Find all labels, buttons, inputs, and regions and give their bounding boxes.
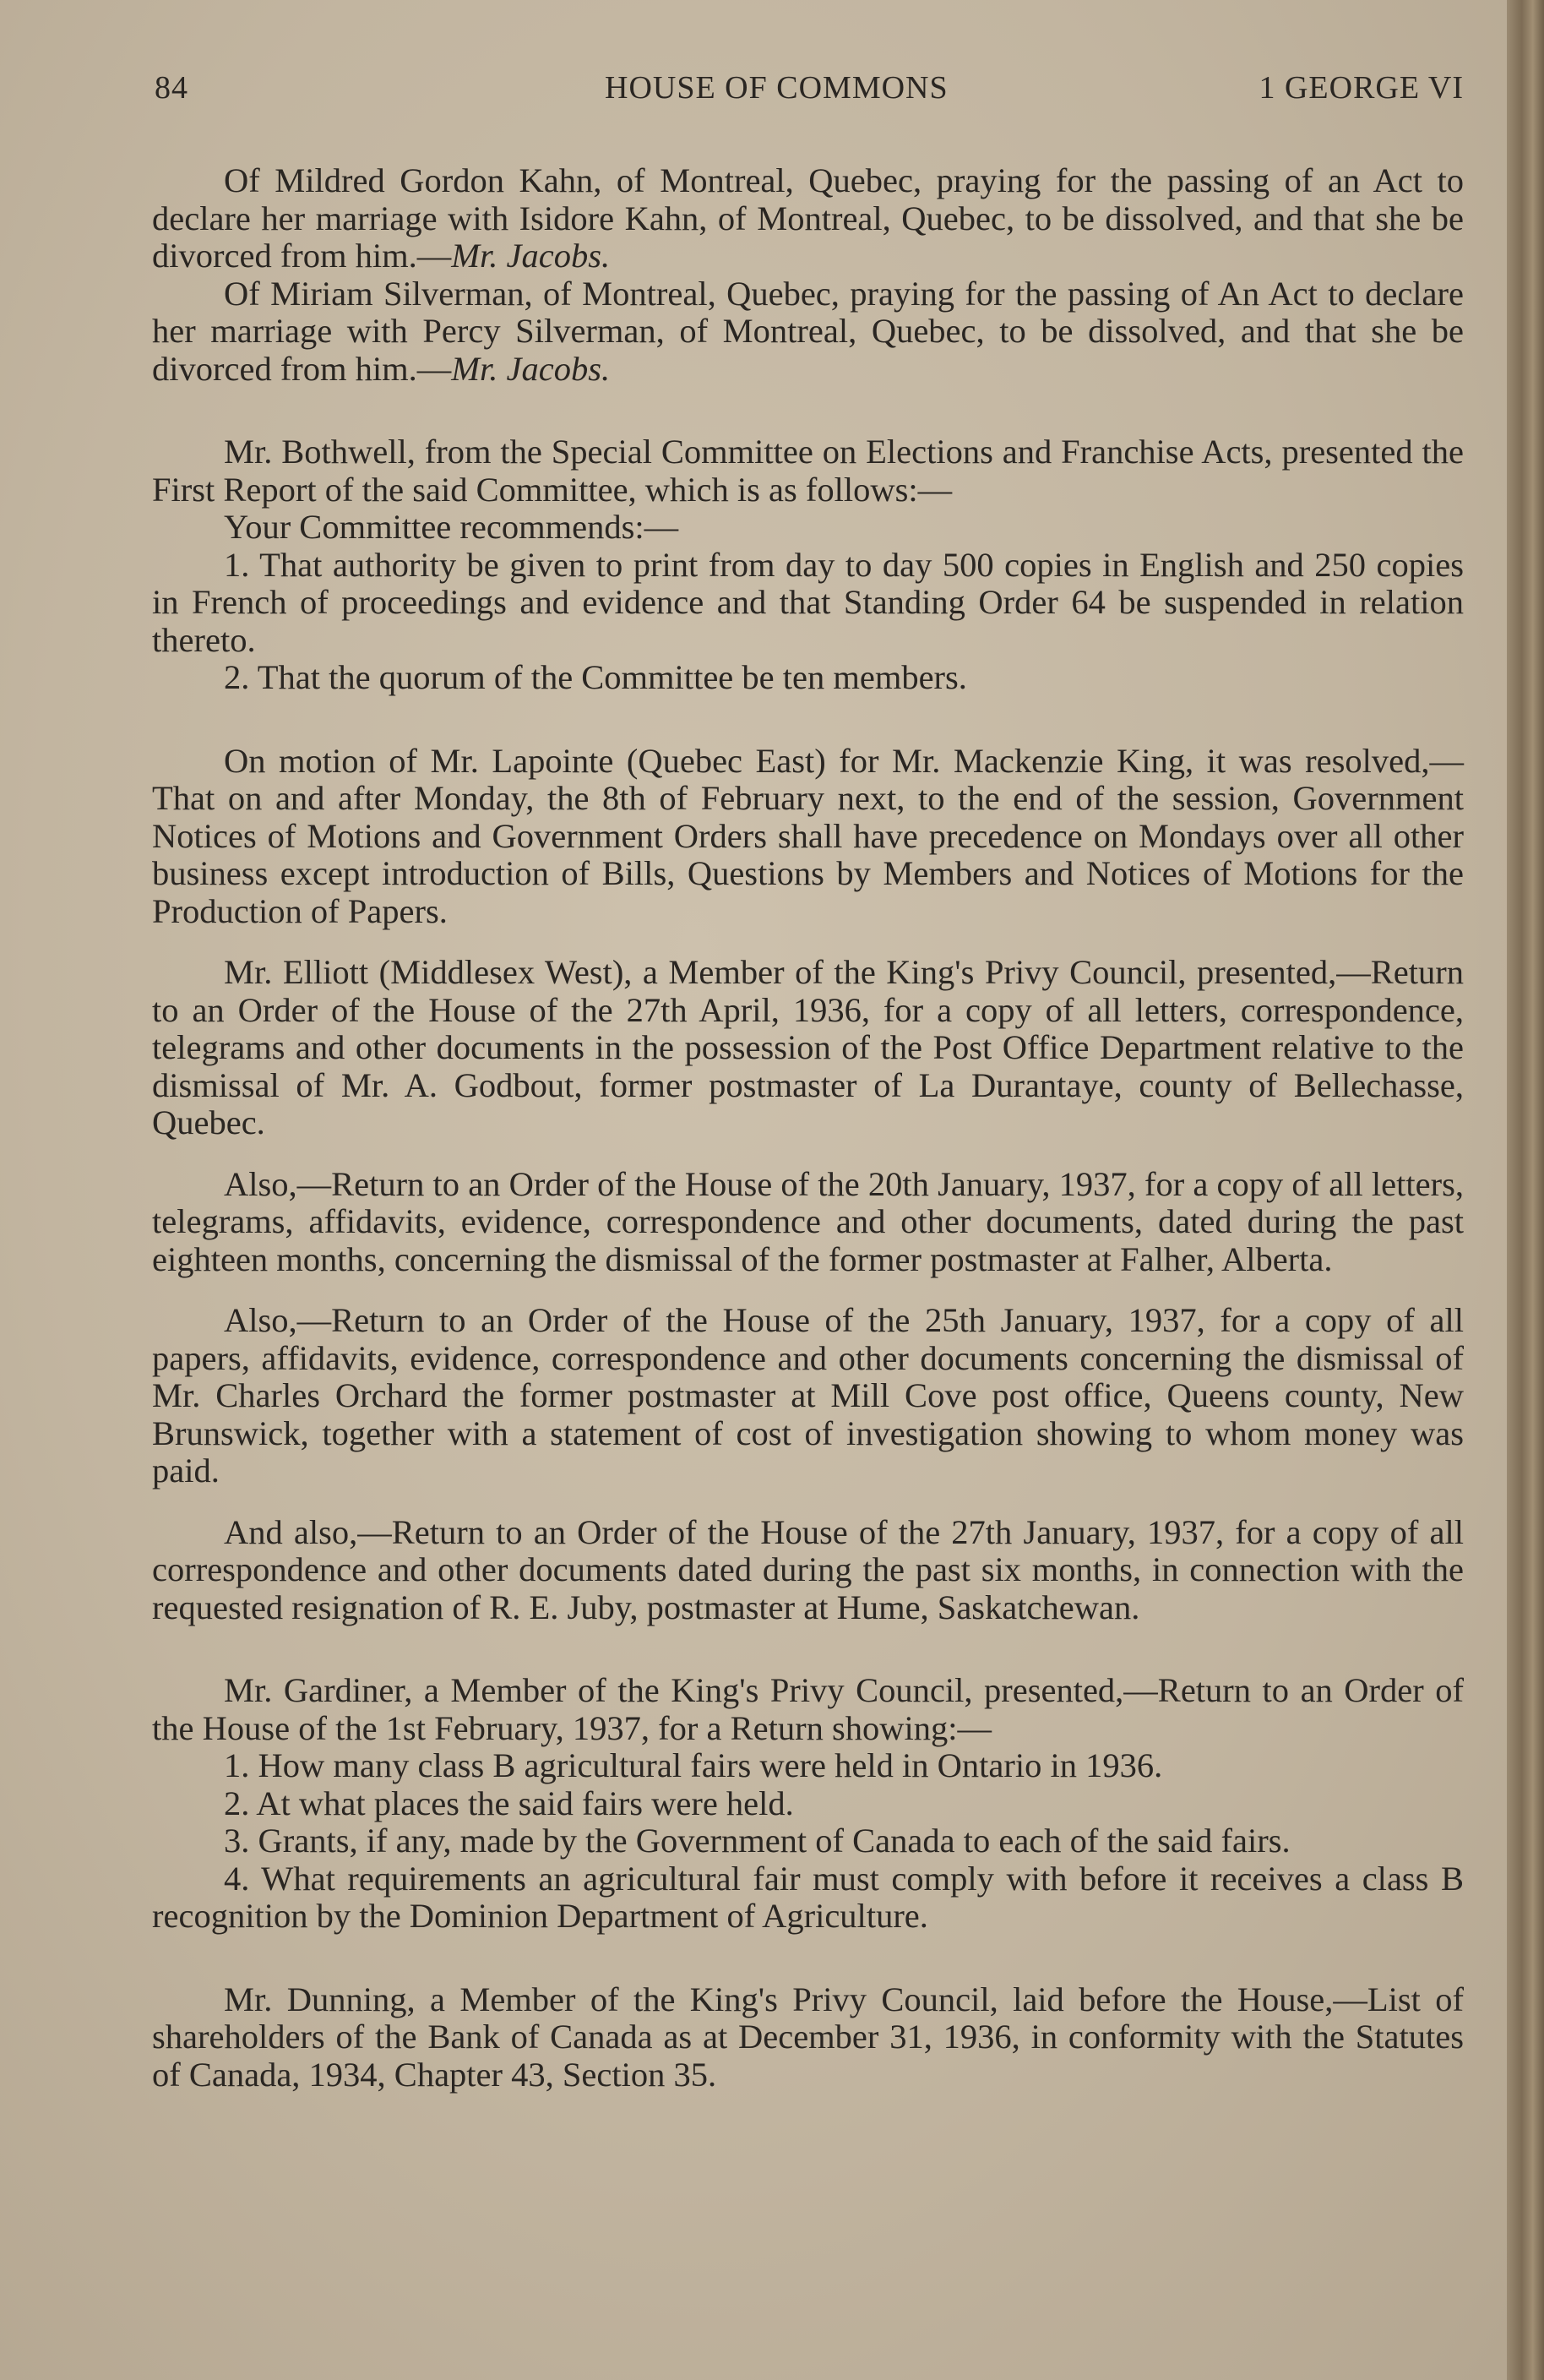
petition-member: Mr. Jacobs. — [451, 237, 611, 275]
page-number: 84 — [155, 70, 188, 106]
petition-paragraph: Of Miriam Silverman, of Montreal, Quebec, praying for the passing of An Act to declare her marriage with Percy Silverman, of Montreal, Quebec, to be dissolved, and that she be divorced from him.—Mr. Jacobs. — [152, 274, 1464, 388]
session-label: 1 GEORGE VI — [1259, 70, 1464, 106]
dunning-paragraph: Mr. Dunning, a Member of the King's Privy Council, laid before the House,—List of shareholders of the Bank of Canada as at December 31, 1936, in conformity with the Statutes of Canada, 1934, Chapter 43, Section 35. — [152, 1980, 1464, 2094]
gardiner-item-4: 4. What requirements an agricultural fair must comply with before it receives a class B recognition by the Dominion Department of Agriculture. — [152, 1859, 1464, 1935]
petition-paragraph: Of Mildred Gordon Kahn, of Montreal, Quebec, praying for the passing of an Act to declare her marriage with Isidore Kahn, of Montreal, Quebec, to be dissolved, and that she be divorced from him.—Mr. Jacobs. — [152, 161, 1464, 275]
committee-item-1: 1. That authority be given to print from day to day 500 copies in English and 250 copies in French of proceedings and evidence and that Standing Order 64 be suspended in relation thereto. — [152, 545, 1464, 659]
page-body — [152, 162, 1464, 2094]
gardiner-item-3: 3. Grants, if any, made by the Government of Canada to each of the said fairs. — [224, 1822, 1291, 1860]
committee-recommends: Your Committee recommends:— — [224, 508, 679, 546]
gardiner-item-2: 2. At what places the said fairs were held. — [224, 1784, 794, 1822]
petition-member: Mr. Jacobs. — [451, 349, 611, 388]
committee-report-intro: Mr. Bothwell, from the Special Committee on Elections and Franchise Acts, presented the First Report of the said Committee, which is as follows:— — [152, 433, 1464, 509]
return-paragraph: Mr. Elliott (Middlesex West), a Member of the King's Privy Council, presented,—Return to an Order of the House of the 27th April, 1936, for a copy of all letters, correspondence, telegrams and other documents in the possession of the Post Office Department relative to the dismissal of Mr. A. Godbout, former postmaster of La Durantaye, county of Bellechasse, Quebec. — [152, 953, 1464, 1141]
motion-paragraph: On motion of Mr. Lapointe (Quebec East) for Mr. Mackenzie King, it was resolved,—That on and after Monday, the 8th of February next, to the end of the session, Government Notices of Motions and Government Orders shall have precedence on Mondays over all other business except introduction of Bills, Questions by Members and Notices of Motions for the Production of Papers. — [152, 741, 1464, 930]
gardiner-return-intro: Mr. Gardiner, a Member of the King's Privy Council, presented,—Return to an Order of the House of the 1st February, 1937, for a Return showing:— — [152, 1671, 1464, 1747]
return-paragraph: And also,—Return to an Order of the House of the 27th January, 1937, for a copy of all correspondence and other documents dated during the past six months, in connection with the requested resignation of R. E. Juby, postmaster at Hume, Saskatchewan. — [152, 1512, 1464, 1626]
running-title: HOUSE OF COMMONS — [605, 70, 949, 106]
gardiner-item-1: 1. How many class B agricultural fairs were held in Ontario in 1936. — [224, 1746, 1163, 1784]
page-header — [155, 69, 1464, 120]
book-spine-edge — [1507, 0, 1544, 2380]
return-paragraph: Also,—Return to an Order of the House of the 20th January, 1937, for a copy of all letters, telegrams, affidavits, evidence, correspondence and other documents, dated during the past eighteen months, concerning the dismissal of the former postmaster at Falher, Alberta. — [152, 1164, 1464, 1278]
return-paragraph: Also,—Return to an Order of the House of the 25th January, 1937, for a copy of all papers, affidavits, evidence, correspondence and other documents concerning the dismissal of Mr. Charles Orchard the former postmaster at Mill Cove post office, Queens county, New Brunswick, together with a statement of cost of investigation showing to whom money was paid. — [152, 1301, 1464, 1490]
committee-item-2: 2. That the quorum of the Committee be ten members. — [224, 658, 967, 696]
